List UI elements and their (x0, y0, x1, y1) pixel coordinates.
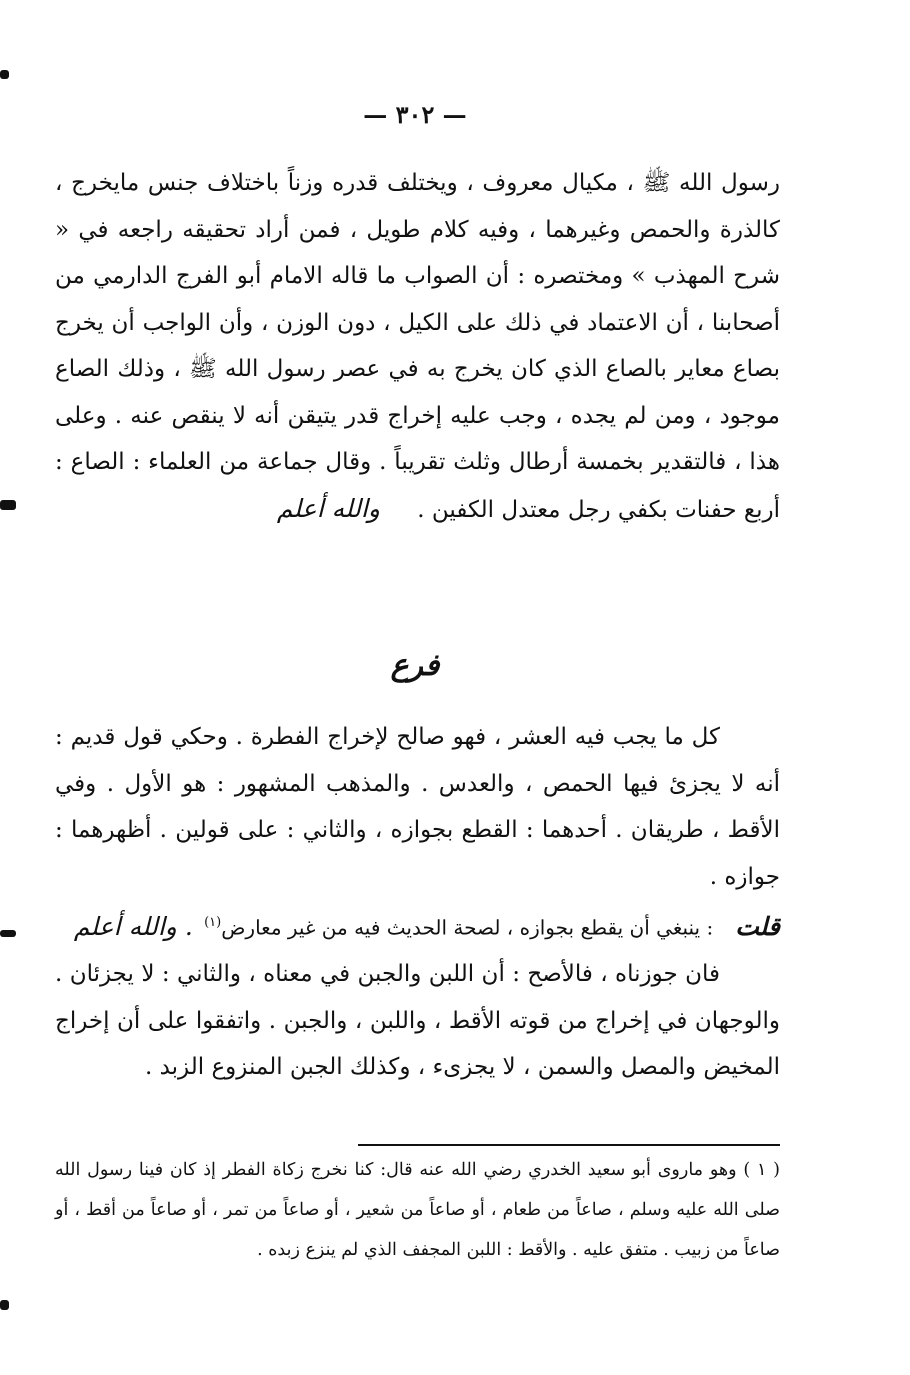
footnote-area (55, 1150, 780, 1270)
qultu-label: قلت (735, 911, 780, 941)
branch-paragraph-1: كل ما يجب فيه العشر ، فهو صالح لإخراج الفطرة . وحكي قول قديم : أنه لا يجزئ فيها الحمص ، والعدس . والمذهب المشهور : هو الأول . وفي الأقط ، طريقان . أحدهما : القطع بجوازه ، والثاني : على قولين . أظهرهما : جوازه . (55, 724, 780, 890)
branch-section (55, 714, 780, 1091)
footnote-1: ( ١ ) وهو ماروى أبو سعيد الخدري رضي الله عنه قال: كنا نخرج زكاة الفطر إذ كان فينا رسول الله صلى الله عليه وسلم ، صاعاً من طعام ، أو صاعاً من شعير ، أو صاعاً من تمر ، أو صاعاً من أقط ، أو صاعاً من زبيب . متفق عليه . والأقط : اللبن المجفف الذي لم ينزع زبده . (55, 1160, 781, 1260)
opening-paragraph (55, 160, 780, 533)
branch-paragraph-2: فان جوزناه ، فالأصح : أن اللبن والجبن في معناه ، والثاني : لا يجزئان . والوجهان في إخراج من قوته الأقط ، واللبن ، والجبن . واتفقوا على أن إخراج المخيض والمصل والسمن ، لا يجزىء ، وكذلك الجبن المنزوع الزبد . (55, 961, 780, 1081)
opening-closing-formula: والله أعلم (276, 493, 380, 523)
scan-mark-top (0, 70, 9, 79)
scan-mark-middle (0, 500, 16, 510)
qultu-closing-formula: . والله أعلم (73, 911, 193, 941)
scan-mark-bottom (0, 1300, 9, 1310)
opening-section (55, 160, 780, 533)
page-number: — ٣٠٢ — (363, 100, 467, 129)
qultu-text: : ينبغي أن يقطع بجوازه ، لصحة الحديث فيه من غير معارض (221, 915, 714, 940)
scan-mark-lower (0, 930, 16, 937)
section-heading: فرع (390, 648, 440, 683)
opening-paragraph-text: رسول الله ﷺ ، مكيال معروف ، ويختلف قدره وزناً باختلاف جنس مايخرج ، كالذرة والحمص وغيرهما ، وفيه كلام طويل ، فمن أراد تحقيقه راجعه في « شرح المهذب » ومختصره : أن الصواب ما قاله الامام أبو الفرج الدارمي من أصحابنا ، أن الاعتماد في ذلك على الكيل ، دون الوزن ، وأن الواجب أن يخرج بصاع معاير بالصاع الذي كان يخرج به في عصر رسول الله ﷺ ، وذلك الصاع موجود ، ومن لم يجده ، وجب عليه إخراج قدر يتيقن أنه لا ينقص عنه . وعلى هذا ، فالتقدير بخمسة أرطال وثلث تقريباً . وقال جماعة من العلماء : الصاع : أربع حفنات بكفي رجل معتدل الكفين . (55, 170, 780, 523)
qultu-paragraph (55, 900, 780, 951)
footnote-divider (358, 1144, 780, 1146)
footnote-reference: (١) (204, 915, 222, 930)
